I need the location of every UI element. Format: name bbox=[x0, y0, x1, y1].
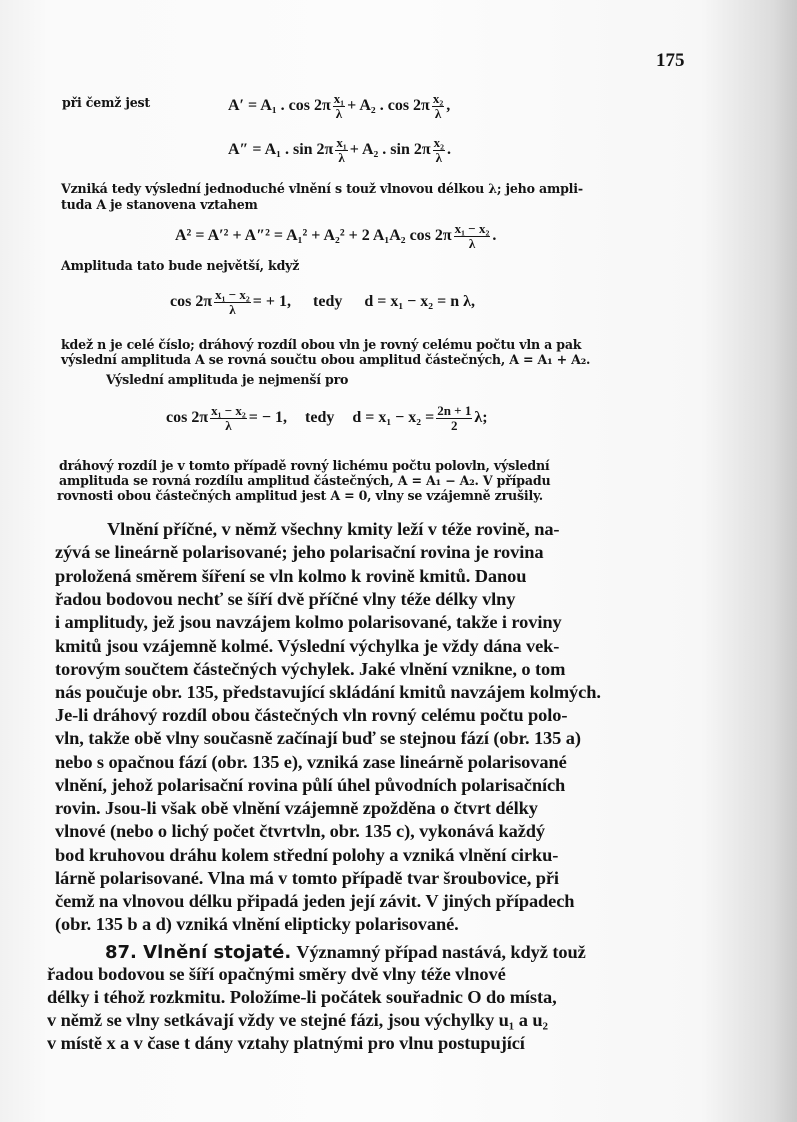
text-line: vlnění, jehož polarisační rovina půlí úhel původních polarisačních bbox=[55, 775, 566, 795]
text-line: kmitů jsou vzájemně kolmé. Výslední výchylka je vždy dána vek- bbox=[55, 636, 560, 656]
text-line: výslední amplituda A se rovná součtu obou amplitud částečných, A = A₁ + A₂. bbox=[61, 352, 591, 367]
text-line: kdež n je celé číslo; dráhový rozdíl obou vln je rovný celému počtu vln a pak bbox=[61, 337, 582, 352]
section-heading: 87. Vlnění stojaté. bbox=[105, 942, 292, 963]
equation-a-prime: A′ = A₁ . cos 2π $\frac{\text{x₁}}{\lambda}$ + A₂ . cos 2π $\frac{\text{x₂}}{\lambda}$ , bbox=[228, 91, 451, 121]
text-line: amplituda se rovná rozdílu amplitud částečných, A = A₁ − A₂. V případu bbox=[59, 473, 551, 488]
text-line: nebo s opačnou fází (obr. 135 e), vzniká zase lineárně polarisované bbox=[55, 752, 567, 772]
text-line: lárně polarisované. Vlna má v tomto případě tvar šroubovice, při bbox=[55, 868, 559, 888]
text-line: nás poučuje obr. 135, představující skládání kmitů navzájem kolmých. bbox=[55, 682, 601, 702]
text-line: Vzniká tedy výslední jednoduché vlnění s touž vlnovou délkou λ; jeho ampli- bbox=[61, 181, 583, 196]
text-line: řadou bodovou se šíří opačnými směry dvě vlny téže vlnové bbox=[47, 964, 506, 984]
text-line: vln, takže obě vlny současně začínají buď se stejnou fází (obr. 135 a) bbox=[55, 728, 581, 748]
text-line: délky i téhož rozkmitu. Položíme-li počátek souřadnic O do místa, bbox=[47, 987, 557, 1007]
equation-maximum: cos 2π $\frac{\text{x₁ − x₂}}{\lambda}$ = + 1, tedy d = x₁ − x₂ = n λ, bbox=[170, 287, 475, 317]
page-number: 175 bbox=[656, 50, 685, 71]
text-line: rovin. Jsou-li však obě vlnění vzájemně zpožděna o čtvrt délky bbox=[55, 798, 538, 818]
equation-minimum: cos 2π $\frac{\text{x₁ − x₂}}{\lambda}$ = − 1, tedy d = x₁ − x₂ = $\frac{2n + 1}{2}$ λ; bbox=[166, 403, 488, 433]
text-line: zývá se lineárně polarisované; jeho polarisační rovina je rovina bbox=[55, 542, 544, 562]
text-line: tuda A je stanovena vztahem bbox=[61, 197, 258, 212]
intro-label: při čemž jest bbox=[62, 95, 151, 110]
text-line: bod kruhovou dráhu kolem střední polohy a vzniká vlnění cirku- bbox=[55, 845, 559, 865]
text-line: v němž se vlny setkávají vždy ve stejné fázi, jsou výchylky u₁ a u₂ bbox=[47, 1010, 548, 1030]
text-line: řadou bodovou nechť se šíří dvě příčné vlny téže délky vlny bbox=[55, 589, 516, 609]
text-line: v místě x a v čase t dány vztahy platnými pro vlnu postupující bbox=[47, 1033, 525, 1053]
text-line: vlnové (nebo o lichý počet čtvrtvln, obr. 135 c), vykonává každý bbox=[55, 821, 545, 841]
text-line: torovým součtem částečných výchylek. Jaké vlnění vznikne, o tom bbox=[55, 659, 566, 679]
text-line: dráhový rozdíl je v tomto případě rovný lichému počtu polovln, výslední bbox=[59, 458, 550, 473]
text-line: Amplituda tato bude největší, když bbox=[61, 258, 300, 273]
text-line: rovnosti obou částečných amplitud jest A = 0, vlny se vzájemně zrušily. bbox=[57, 488, 543, 503]
section-87-first-line bbox=[105, 942, 586, 963]
equation-a-double-prime: A″ = A₁ . sin 2π $\frac{\text{x₁}}{\lambda}$ + A₂ . sin 2π $\frac{\text{x₂}}{\lambda}$ . bbox=[228, 135, 452, 165]
text-line: Výslední amplituda je nejmenší pro bbox=[106, 372, 349, 387]
text-line: i amplitudy, jež jsou navzájem kolmo polarisované, takže i roviny bbox=[55, 612, 562, 632]
text-line: Významný případ nastává, když touž bbox=[296, 942, 586, 962]
text-line: Vlnění příčné, v němž všechny kmity leží v téže rovině, na- bbox=[107, 519, 560, 539]
text-line: Je-li dráhový rozdíl obou částečných vln rovný celému počtu polo- bbox=[55, 705, 568, 725]
text-line: proložená směrem šíření se vln kolmo k rovině kmitů. Danou bbox=[55, 566, 527, 586]
equation-a-squared: A² = A′² + A″² = A₁² + A₂² + 2 A₁A₂ cos 2π $\frac{\text{x₁ − x₂}}{\lambda}$ . bbox=[175, 221, 497, 251]
text-line: (obr. 135 b a d) vzniká vlnění elipticky polarisované. bbox=[55, 914, 459, 934]
text-line: čemž na vlnovou délku připadá jeden její závit. V jiných případech bbox=[55, 891, 575, 911]
